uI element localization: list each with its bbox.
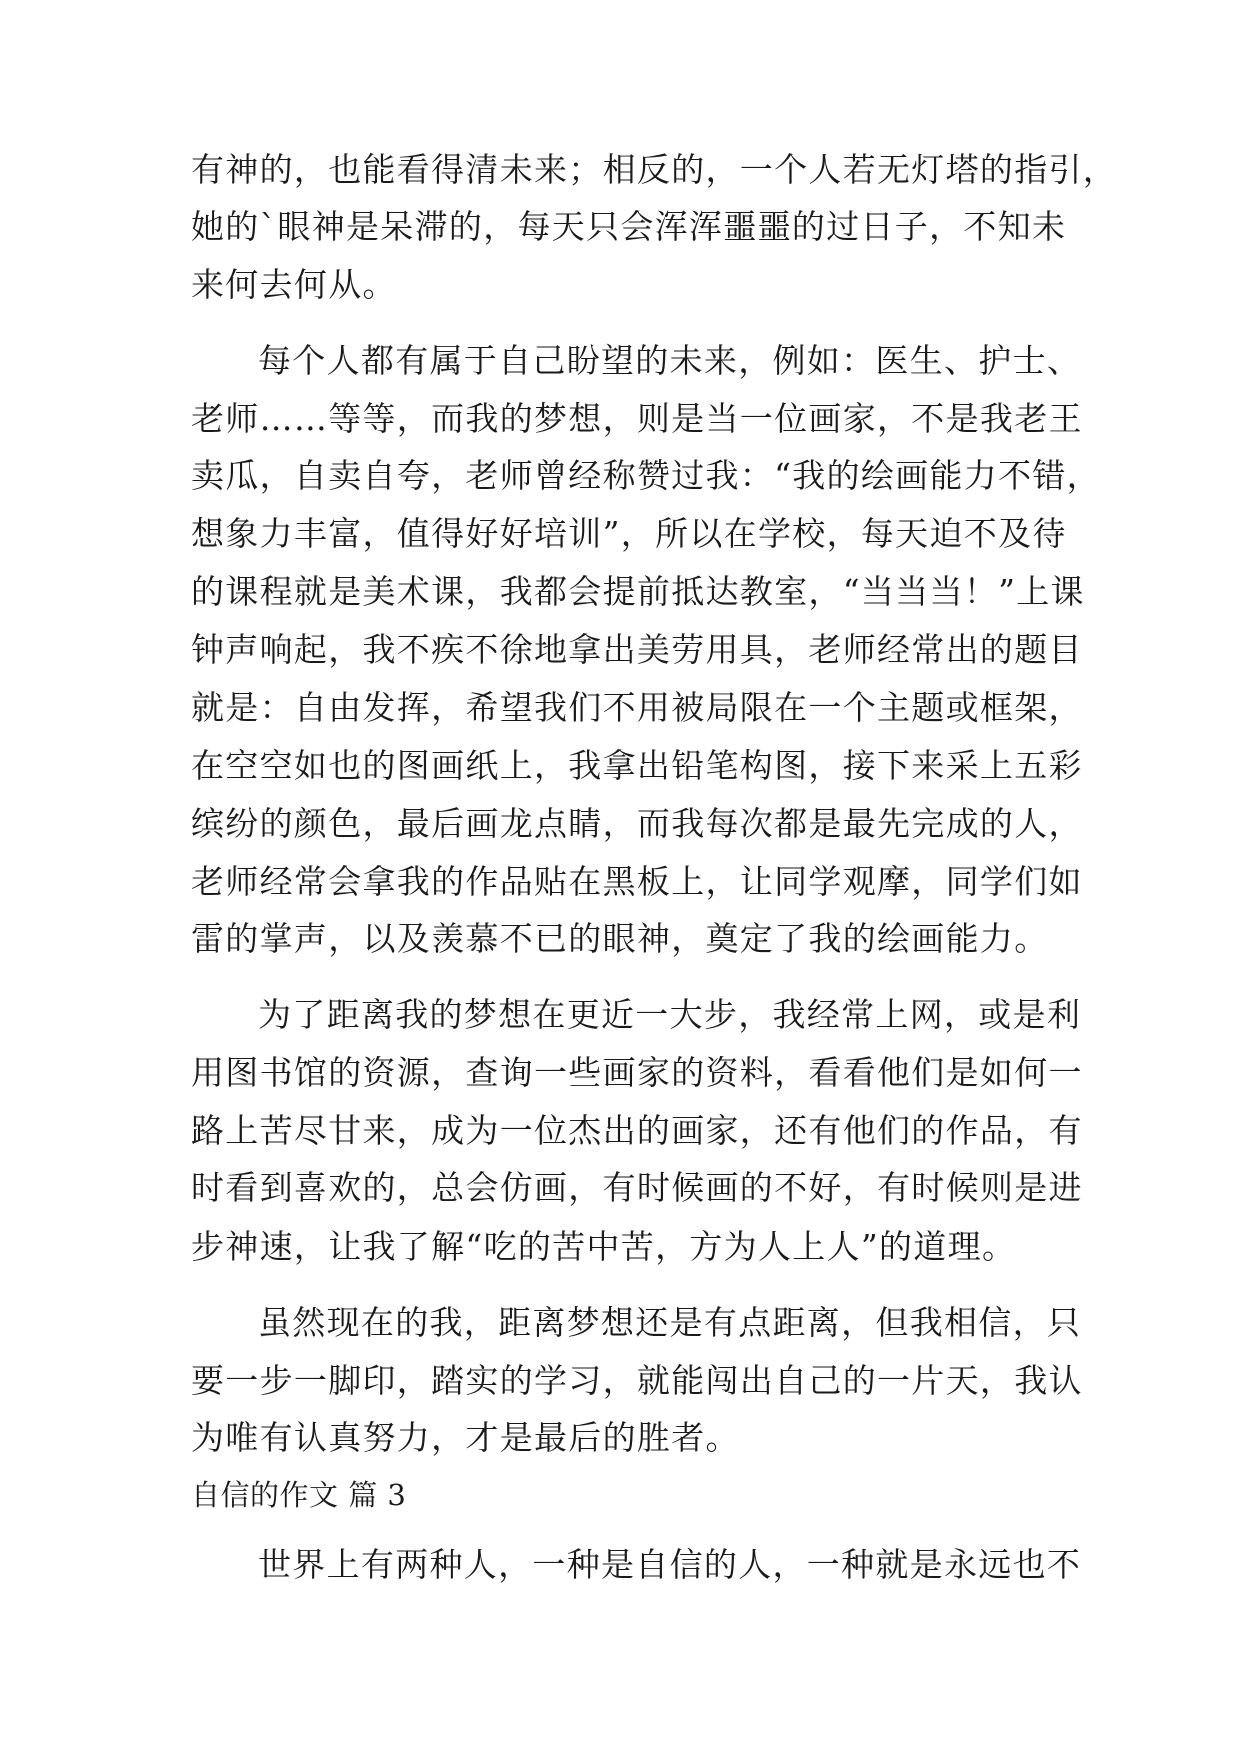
paragraph-start: 为了距离我的梦想在更近一大步，我经常上网，或是利 bbox=[258, 995, 1082, 1034]
section-heading: 自信的作文 篇 3 bbox=[191, 1478, 407, 1512]
text-line: 在空空如也的图画纸上，我拿出铅笔构图，接下来采上五彩 bbox=[191, 746, 1083, 785]
text-line: 的课程就是美术课，我都会提前抵达教室，“当当当！”上课 bbox=[191, 572, 1085, 611]
text-line: 老师经常会拿我的作品贴在黑板上，让同学观摩，同学们如 bbox=[191, 862, 1083, 901]
text-line: 钟声响起，我不疾不徐地拿出美劳用具，老师经常出的题目 bbox=[191, 630, 1083, 669]
text-line: 有神的，也能看得清未来；相反的，一个人若无灯塔的指引， bbox=[191, 150, 1118, 189]
text-line: 为唯有认真努力，才是最后的胜者。 bbox=[191, 1418, 740, 1457]
text-line: 用图书馆的资源，查询一些画家的资料，看看他们是如何一 bbox=[191, 1053, 1083, 1092]
text-line: 缤纷的颜色，最后画龙点睛，而我每次都是最先完成的人， bbox=[191, 804, 1083, 843]
text-line: 时看到喜欢的，总会仿画，有时候画的不好，有时候则是进 bbox=[191, 1168, 1083, 1207]
text-line: 就是：自由发挥，希望我们不用被局限在一个主题或框架， bbox=[191, 688, 1083, 727]
text-line: 来何去何从。 bbox=[191, 265, 397, 304]
paragraph-start: 世界上有两种人，一种是自信的人，一种就是永远也不 bbox=[258, 1545, 1082, 1584]
paragraph-start: 虽然现在的我，距离梦想还是有点距离，但我相信，只 bbox=[258, 1303, 1082, 1342]
text-line: 她的`眼神是呆滞的，每天只会浑浑噩噩的过日子，不知未 bbox=[191, 207, 1067, 246]
paragraph-start: 每个人都有属于自己盼望的未来，例如：医生、护士、 bbox=[258, 341, 1082, 380]
text-line: 雷的掌声，以及羡慕不已的眼神，奠定了我的绘画能力。 bbox=[191, 919, 1049, 958]
text-line: 卖瓜，自卖自夸，老师曾经称赞过我：“我的绘画能力不错， bbox=[191, 456, 1101, 495]
text-line: 要一步一脚印，踏实的学习，就能闯出自己的一片天，我认 bbox=[191, 1361, 1083, 1400]
text-line: 步神速，让我了解“吃的苦中苦，方为人上人”的道理。 bbox=[191, 1227, 1017, 1266]
text-line: 老师……等等，而我的梦想，则是当一位画家，不是我老王 bbox=[191, 399, 1083, 438]
text-line: 想象力丰富，值得好好培训”，所以在学校，每天迫不及待 bbox=[191, 514, 1067, 553]
text-line: 路上苦尽甘来，成为一位杰出的画家，还有他们的作品，有 bbox=[191, 1111, 1083, 1150]
